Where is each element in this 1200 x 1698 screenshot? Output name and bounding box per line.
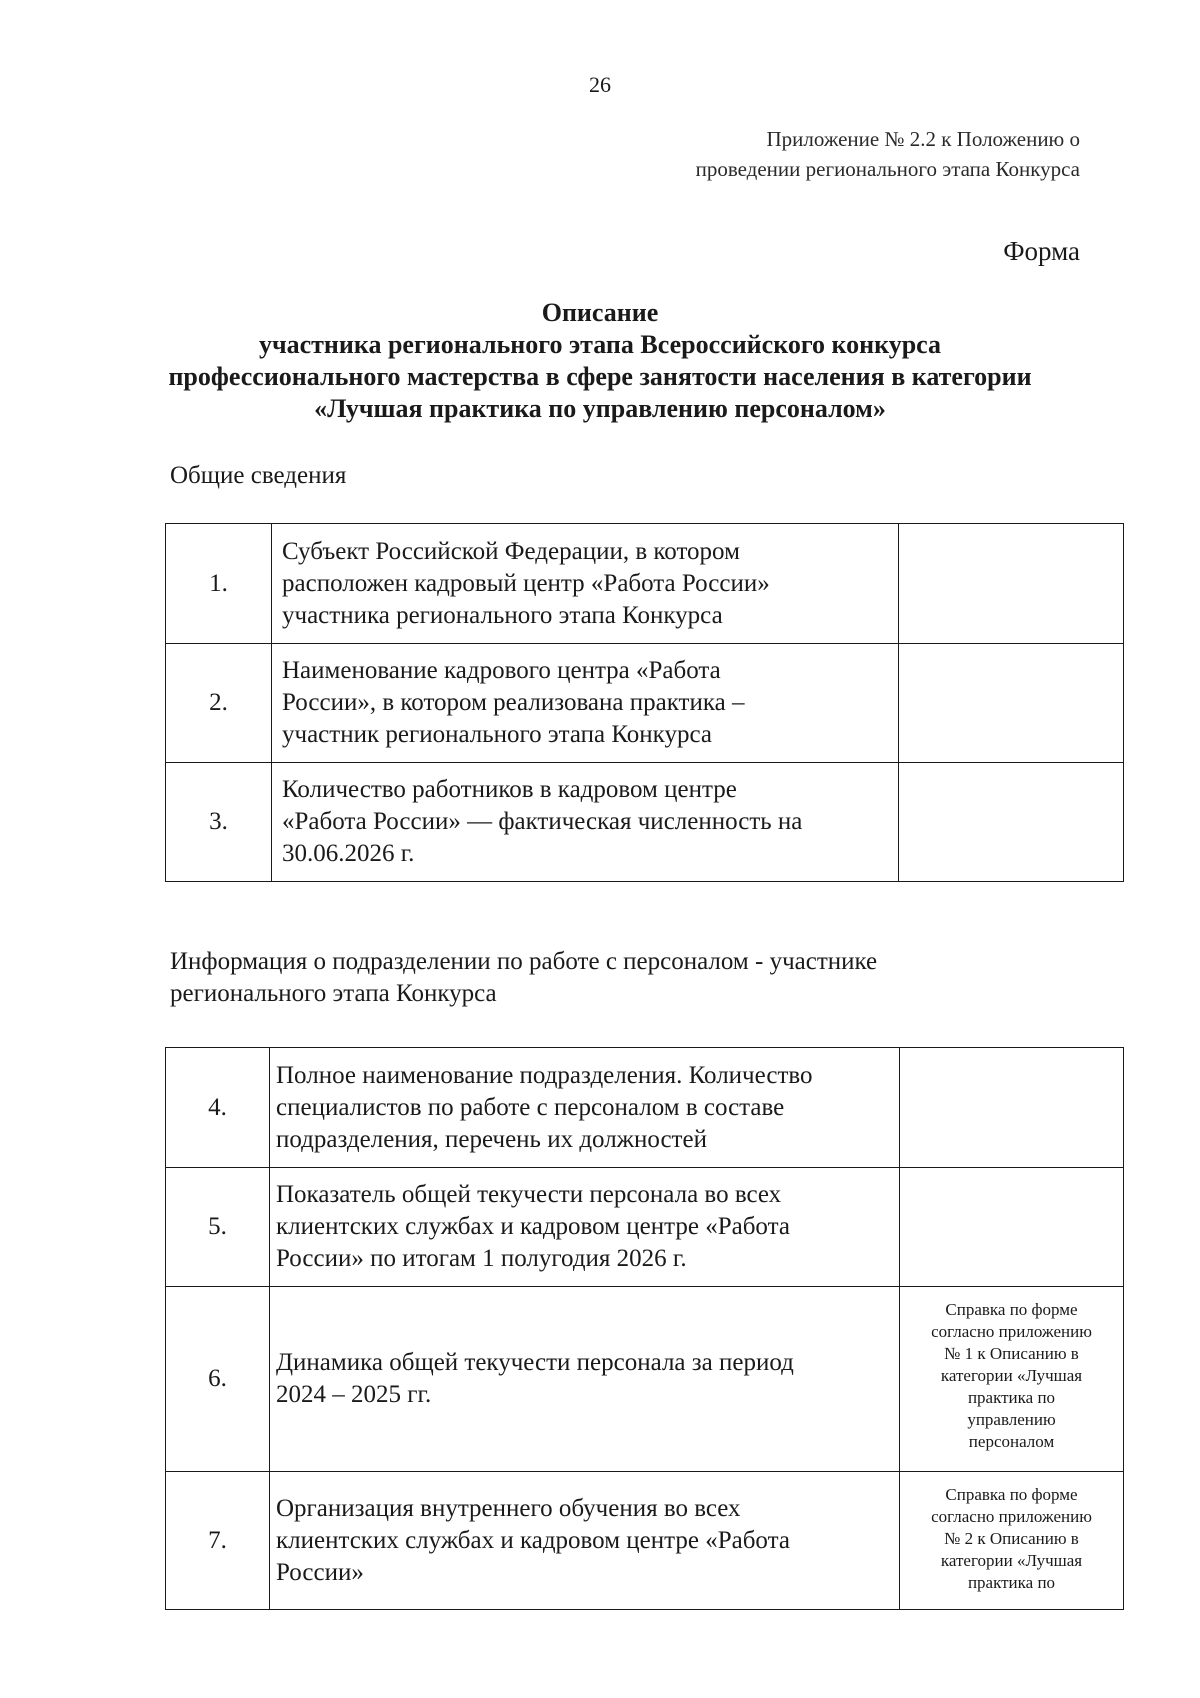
row-description	[272, 763, 899, 882]
description-line: 30.06.2026 г.	[282, 840, 415, 867]
row-number: 3.	[166, 763, 272, 882]
row-note-cell	[900, 1287, 1124, 1472]
title-line: «Лучшая практика по управлению персоналом»	[314, 394, 886, 423]
row-number: 5.	[166, 1168, 270, 1287]
note-line: управлению	[967, 1410, 1056, 1429]
description-line: Динамика общей текучести персонала за период	[276, 1349, 794, 1376]
note-line: категории «Лучшая	[940, 1551, 1083, 1570]
heading-line: Общие сведения	[170, 462, 347, 489]
row-value-cell	[900, 1048, 1124, 1168]
row-number: 1.	[166, 524, 272, 644]
row-value-cell	[899, 524, 1124, 644]
description-line: Показатель общей текучести персонала во всех	[276, 1181, 782, 1208]
note-line: практика по	[967, 1388, 1056, 1407]
note-line: персоналом	[968, 1432, 1055, 1451]
row-description	[270, 1048, 900, 1168]
description-line: «Работа России» — фактическая численность на	[282, 808, 803, 835]
table-row	[166, 1048, 1124, 1168]
title-line: участника регионального этапа Всероссийского конкурса	[258, 330, 942, 359]
title-line: Описание	[541, 298, 659, 327]
table-row	[166, 1472, 1124, 1610]
title-line: профессионального мастерства в сфере занятости населения в категории	[168, 362, 1032, 391]
page-number: 26	[589, 72, 611, 97]
row-description	[272, 524, 899, 644]
description-line: участник регионального этапа Конкурса	[282, 721, 712, 748]
row-number: 4.	[166, 1048, 270, 1168]
row-number: 2.	[166, 644, 272, 763]
row-description	[270, 1287, 900, 1472]
table-row	[166, 1168, 1124, 1287]
row-number: 7.	[166, 1472, 270, 1610]
description-line: Наименование кадрового центра «Работа	[282, 657, 721, 684]
description-line: Организация внутреннего обучения во всех	[276, 1494, 741, 1522]
table-row	[166, 644, 1124, 763]
description-line: Полное наименование подразделения. Количество	[276, 1061, 813, 1089]
note-line: категории «Лучшая	[940, 1366, 1083, 1385]
description-line: участника регионального этапа Конкурса	[282, 601, 723, 629]
hr-department-table	[165, 1047, 1124, 1610]
description-line: клиентских службах и кадровом центре «Работа	[276, 1526, 790, 1554]
row-number: 6.	[166, 1287, 270, 1472]
note-line: практика по	[967, 1573, 1056, 1592]
description-line: России», в котором реализована практика –	[282, 689, 745, 716]
description-line: подразделения, перечень их должностей	[276, 1125, 707, 1153]
note-line: Справка по форме	[945, 1485, 1078, 1504]
row-value-cell	[899, 763, 1124, 882]
table-row	[166, 524, 1124, 644]
note-line: № 1 к Описанию в	[944, 1344, 1079, 1363]
heading-line: Информация о подразделении по работе с персоналом - участнике	[170, 948, 878, 975]
note-line: согласно приложению	[931, 1322, 1092, 1341]
description-line: 2024 – 2025 гг.	[276, 1381, 432, 1408]
description-line: Количество работников в кадровом центре	[282, 776, 737, 803]
description-line: специалистов по работе с персоналом в составе	[276, 1093, 785, 1121]
table-row	[166, 763, 1124, 882]
general-info-table	[165, 523, 1124, 882]
row-value-cell	[900, 1168, 1124, 1287]
row-description	[270, 1168, 900, 1287]
description-line: Субъект Российской Федерации, в котором	[282, 537, 740, 565]
row-note-cell	[900, 1472, 1124, 1610]
section-general-heading	[170, 460, 346, 492]
table-row	[166, 1287, 1124, 1472]
section-hr-heading	[170, 946, 877, 1010]
appendix-line: Приложение № 2.2 к Положению о	[766, 127, 1080, 151]
appendix-line: проведении регионального этапа Конкурса	[695, 157, 1080, 181]
description-line: клиентских службах и кадровом центре «Работа	[276, 1213, 790, 1240]
appendix-reference	[696, 124, 1080, 184]
description-line: России»	[276, 1558, 364, 1586]
description-line: России» по итогам 1 полугодия 2026 г.	[276, 1245, 687, 1272]
note-line: согласно приложению	[931, 1507, 1092, 1526]
description-line: расположен кадровый центр «Работа России»	[282, 569, 770, 597]
row-description	[272, 644, 899, 763]
heading-line: регионального этапа Конкурса	[170, 980, 497, 1007]
row-description	[270, 1472, 900, 1610]
note-line: № 2 к Описанию в	[944, 1529, 1079, 1548]
form-label: Форма	[1003, 236, 1080, 266]
note-line: Справка по форме	[945, 1300, 1078, 1319]
row-value-cell	[899, 644, 1124, 763]
document-title	[150, 297, 1050, 425]
